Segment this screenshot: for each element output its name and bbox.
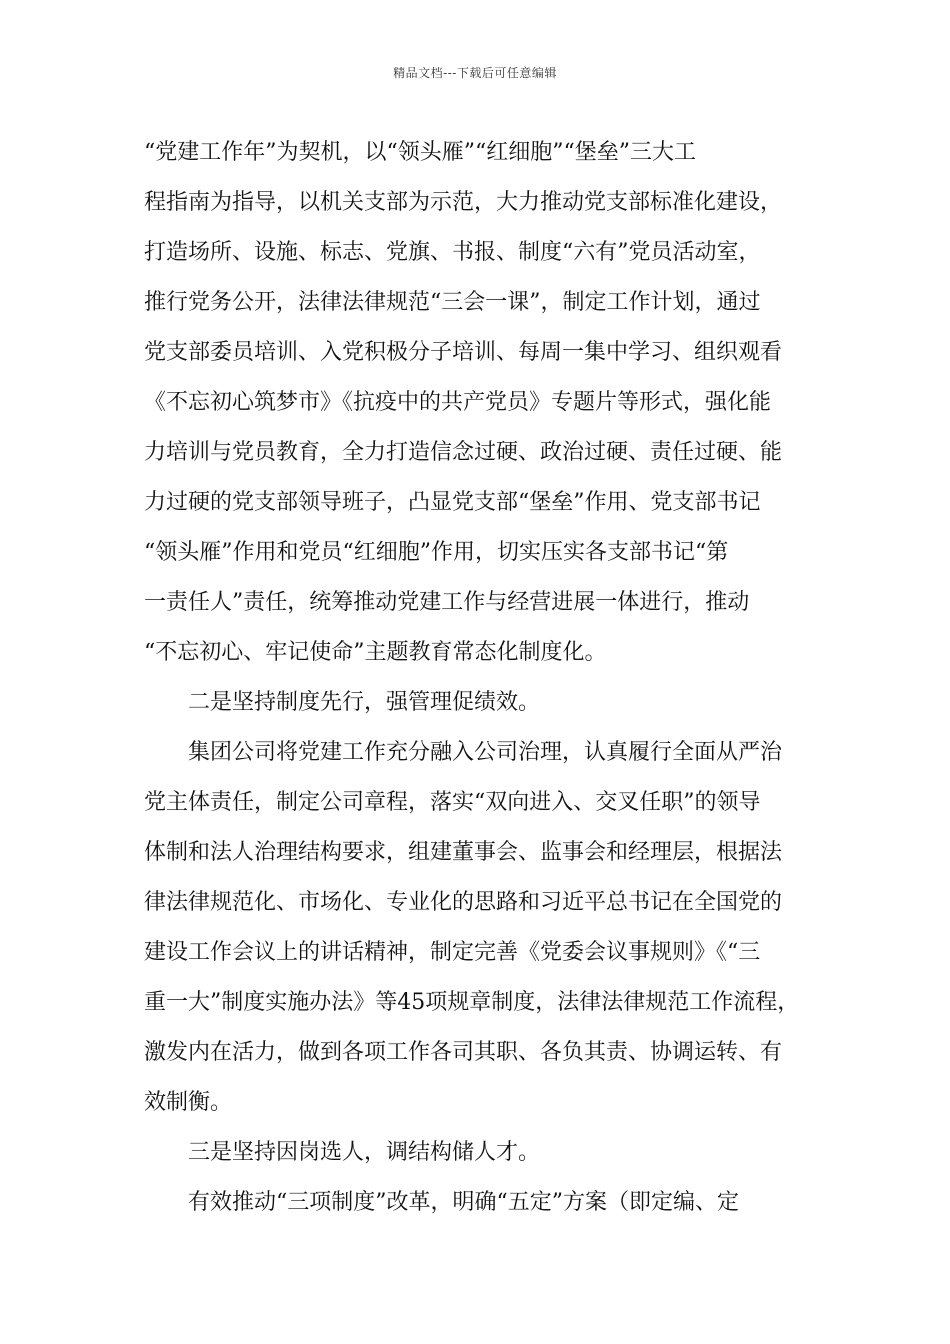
text-line: 激发内在活力，做到各项工作各司其职、各负其责、协调运转、有 [144, 1040, 783, 1065]
text-line: 一责任人”责任，统筹推动党建工作与经营进展一体进行，推动 [144, 590, 750, 615]
text-line: 推行党务公开，法律法律规范“三会一课”，制定工作计划，通过 [144, 290, 761, 315]
text-line: 力培训与党员教育，全力打造信念过硬、政治过硬、责任过硬、能 [144, 440, 783, 465]
text-line: 律法律规范化、市场化、专业化的思路和习近平总书记在全国党的 [144, 890, 783, 915]
text-line: “党建工作年”为契机，以“领头雁”“红细胞”“堡垒”三大工 [144, 140, 696, 165]
section-heading: 二是坚持制度先行，强管理促绩效。 [188, 690, 541, 715]
paragraph-start: 有效推动“三项制度”改革，明确“五定”方案（即定编、定 [188, 1190, 739, 1215]
text-line: 重一大”制度实施办法》等45项规章制度，法律法律规范工作流程， [144, 990, 800, 1015]
text-line: 党主体责任，制定公司章程，落实“双向进入、交叉任职”的领导 [144, 790, 761, 815]
text-line: 程指南为指导，以机关支部为示范，大力推动党支部标准化建设， [144, 190, 783, 215]
text-line: 打造场所、设施、标志、党旗、书报、制度“六有”党员活动室， [144, 240, 761, 265]
text-line: 党支部委员培训、入党积极分子培训、每周一集中学习、组织观看 [144, 340, 783, 365]
text-line: 体制和法人治理结构要求，组建董事会、监事会和经理层，根据法 [144, 840, 783, 865]
text-line: “领头雁”作用和党员“红细胞”作用，切实压实各支部书记“第 [144, 540, 729, 565]
text-line: 《不忘初心筑梦市》《抗疫中的共产党员》专题片等形式，强化能 [144, 390, 772, 415]
text-line: 建设工作会议上的讲话精神，制定完善《党委会议事规则》《“三 [144, 940, 761, 965]
text-line: “不忘初心、牢记使命”主题教育常态化制度化。 [144, 640, 607, 665]
paragraph-start: 集团公司将党建工作充分融入公司治理，认真履行全面从严治 [188, 740, 783, 765]
section-heading: 三是坚持因岗选人，调结构储人才。 [188, 1140, 541, 1165]
body-text [144, 128, 808, 1228]
text-line: 力过硬的党支部领导班子，凸显党支部“堡垒”作用、党支部书记 [144, 490, 761, 515]
page-header: 精品文档---下载后可任意编辑 [393, 66, 557, 80]
text-line: 效制衡。 [144, 1090, 233, 1115]
